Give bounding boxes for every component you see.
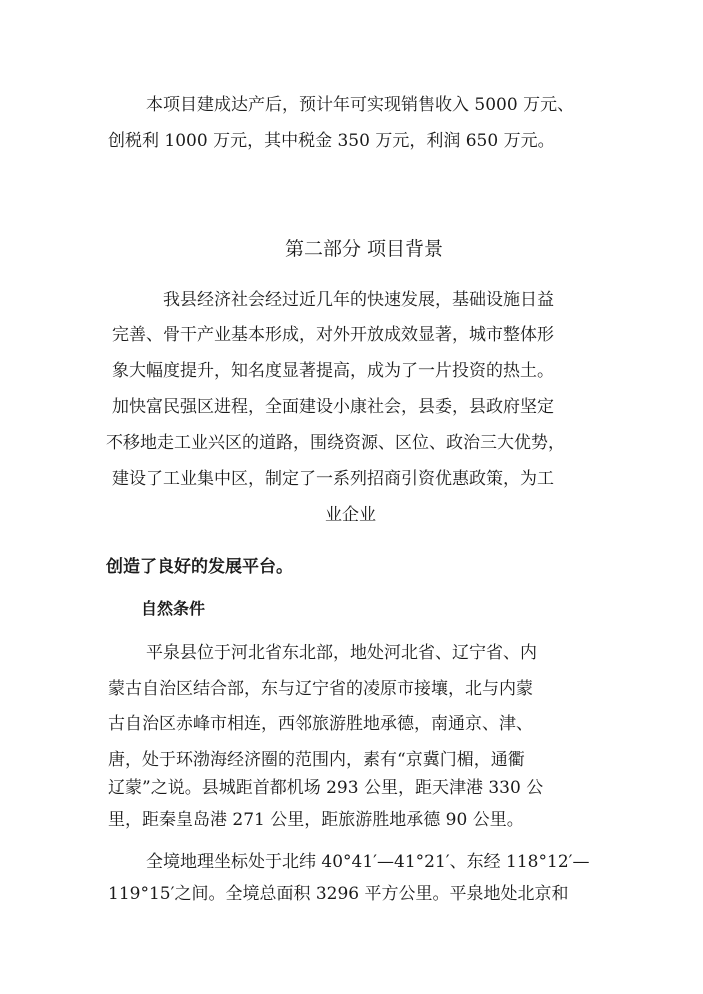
- para2-line-6: 建设了工业集中区，制定了一系列招商引资优惠政策，为工: [112, 469, 554, 489]
- para3-line-6: 里，距秦皇岛港 271 公里，距旅游胜地承德 90 公里。: [108, 810, 524, 830]
- natural-conditions-heading: 自然条件: [141, 599, 206, 618]
- para2-line-7: 业企业: [325, 505, 376, 525]
- para4-line-1: 全境地理坐标处于北纬 40°41′—41°21′、东经 118°12′—: [146, 852, 590, 872]
- para2-line-8: 创造了良好的发展平台。: [106, 557, 293, 577]
- para3-line-1: 平泉县位于河北省东北部，地处河北省、辽宁省、内: [146, 643, 537, 663]
- para3-line-3: 古自治区赤峰市相连，西邻旅游胜地承德，南通京、津、: [108, 714, 533, 734]
- para1-line-1: 本项目建成达产后，预计年可实现销售收入 5000 万元、: [146, 95, 575, 115]
- section-title: 第二部分 项目背景: [285, 238, 444, 260]
- para1-line-2: 创税利 1000 万元，其中税金 350 万元，利润 650 万元。: [108, 131, 555, 151]
- para2-line-1: 我县经济社会经过近几年的快速发展，基础设施日益: [163, 290, 554, 310]
- para3-line-2: 蒙古自治区结合部，东与辽宁省的凌原市接壤，北与内蒙: [108, 679, 533, 699]
- para4-line-2: 119°15′之间。全境总面积 3296 平方公里。平泉地处北京和: [108, 884, 569, 904]
- para2-line-4: 加快富民强区进程，全面建设小康社会，县委，县政府坚定: [112, 397, 554, 417]
- para3-line-4: 唐，处于环渤海经济圈的范围内，素有“京冀门楣，通衢: [108, 750, 525, 770]
- para2-line-5: 不移地走工业兴区的道路，围绕资源、区位、政治三大优势，: [106, 433, 565, 453]
- para2-line-3: 象大幅度提升，知名度显著提高，成为了一片投资的热土。: [112, 361, 554, 381]
- para2-line-2: 完善、骨干产业基本形成，对外开放成效显著，城市整体形: [112, 325, 554, 345]
- para3-line-5: 辽蒙”之说。县城距首都机场 293 公里，距天津港 330 公: [108, 778, 544, 798]
